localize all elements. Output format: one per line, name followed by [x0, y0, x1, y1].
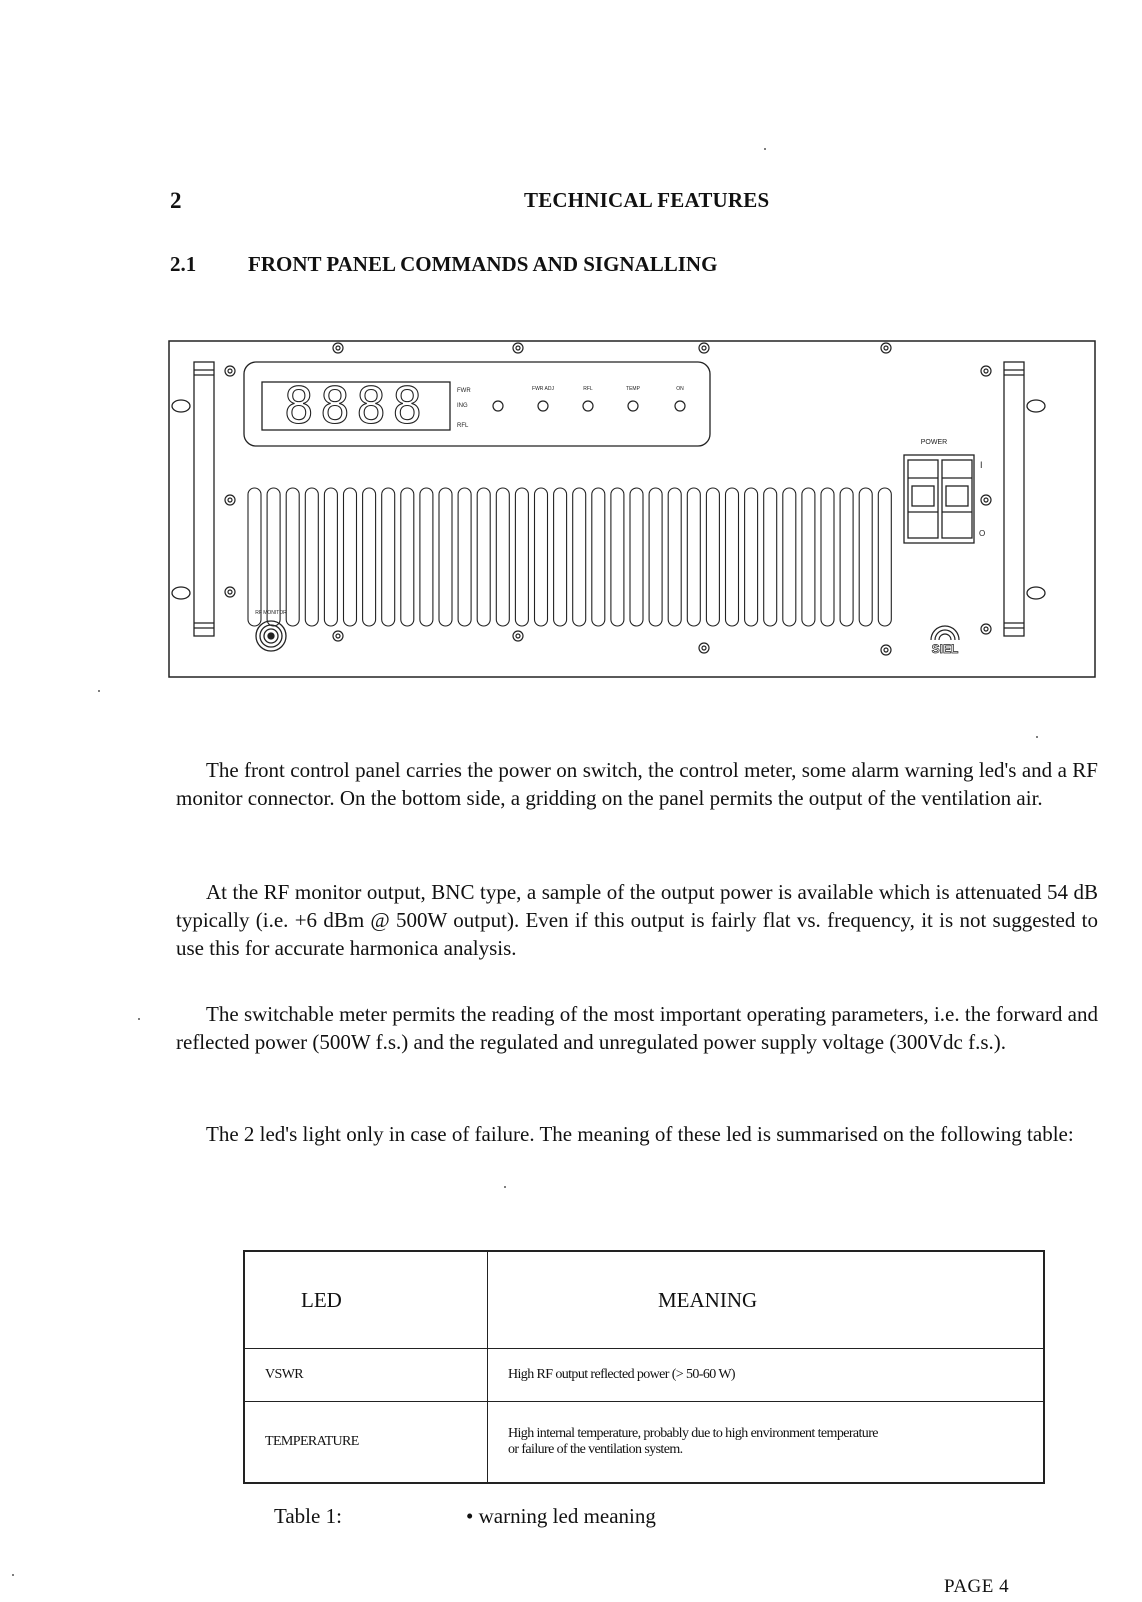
table-header-row [244, 1251, 1044, 1349]
vent-slot [745, 488, 758, 626]
led-rfl [583, 401, 593, 411]
paragraph-front-panel: The front control panel carries the power on switch, the control meter, some alarm warning led's and a RF monitor connector. On the bottom side, a gridding on the panel permits the output of the ventilation air. [176, 758, 1098, 810]
vent-slot [859, 488, 872, 626]
vent-slot [496, 488, 509, 626]
vent-slot [840, 488, 853, 626]
vent-slot [649, 488, 662, 626]
vent-slot [611, 488, 624, 626]
siel-logo-text: SIEL [931, 642, 959, 656]
vent-slot [821, 488, 834, 626]
vent-slot [324, 488, 337, 626]
status-leds [538, 401, 685, 411]
rf-monitor-label: RF MONITOR [255, 610, 287, 616]
vent-slot [267, 488, 280, 626]
chapter-number: 2 [170, 188, 182, 213]
vent-slot [382, 488, 395, 626]
vent-slot [802, 488, 815, 626]
vent-slot [286, 488, 299, 626]
page-number: PAGE 4 [944, 1576, 1010, 1597]
header-meaning: MEANING [488, 1251, 1045, 1349]
led-on [675, 401, 685, 411]
vent-slot [706, 488, 719, 626]
vent-slot [458, 488, 471, 626]
rf-monitor-connector [256, 621, 286, 651]
vent-slot [554, 488, 567, 626]
power-label: POWER [920, 439, 948, 446]
vent-slot [477, 488, 490, 626]
meter-label-ing: ING [457, 403, 468, 409]
vent-slot [344, 488, 357, 626]
meter-label-fwr: FWR [457, 388, 471, 394]
scan-speck [98, 690, 100, 692]
vent-slot [764, 488, 777, 626]
left-handle [172, 362, 214, 636]
chapter-title: TECHNICAL FEATURES [524, 188, 770, 212]
meter-display: 8888 [283, 377, 429, 435]
vent-slot [363, 488, 376, 626]
cell-meaning-temperature: High internal temperature, probably due to high environment temperature or failure of the ventilation system. [488, 1402, 1045, 1484]
vent-slot [573, 488, 586, 626]
table-caption-label: Table 1: [274, 1504, 342, 1528]
right-handle [1004, 362, 1045, 636]
vent-slot [515, 488, 528, 626]
siel-logo [931, 626, 959, 640]
vent-slot [439, 488, 452, 626]
cell-led-vswr: VSWR [244, 1349, 488, 1402]
ventilation-grid [248, 488, 891, 626]
vent-slot [305, 488, 318, 626]
vent-slot [687, 488, 700, 626]
vent-slot [592, 488, 605, 626]
scan-speck [138, 1018, 140, 1020]
vent-slot [248, 488, 261, 626]
scan-speck [12, 1574, 14, 1576]
power-switch [904, 455, 974, 543]
paragraph-rf-monitor: At the RF monitor output, BNC type, a sample of the output power is available which is attenuated 54 dB typically (i.e. +6 dBm @ 500W output). Even if this output is fairly flat vs. frequency, it is not suggested to use this for accurate harmonica analysis. [176, 880, 1098, 960]
switch-on-mark: I [980, 460, 983, 470]
cell-meaning-vswr: High RF output reflected power (> 50-60 W) [488, 1349, 1045, 1402]
section-number: 2.1 [170, 252, 197, 276]
vent-slot [420, 488, 433, 626]
led-label-fwr-adj: FWR ADJ [532, 386, 554, 392]
vent-slot [401, 488, 414, 626]
header-led: LED [244, 1251, 488, 1349]
section-title: FRONT PANEL COMMANDS AND SIGNALLING [248, 252, 718, 276]
vent-slot [535, 488, 548, 626]
scan-speck [1036, 736, 1038, 738]
vent-slot [668, 488, 681, 626]
scan-speck [764, 148, 766, 150]
front-panel-drawing [168, 340, 1098, 680]
led-label-rfl: RFL [583, 386, 593, 392]
led-fwr-adj [538, 401, 548, 411]
led-label-temp: TEMP [626, 386, 640, 392]
vent-slot [878, 488, 891, 626]
vent-slot [726, 488, 739, 626]
table-row [244, 1349, 1044, 1402]
led-meaning-table [243, 1250, 1045, 1484]
table-row [244, 1402, 1044, 1484]
meter-selector-button [493, 401, 503, 411]
paragraph-leds: The 2 led's light only in case of failure. The meaning of these led is summarised on the following table: [206, 1122, 1074, 1146]
cell-led-temperature: TEMPERATURE [244, 1402, 488, 1484]
led-temp [628, 401, 638, 411]
led-label-on: ON [676, 386, 684, 392]
meter-label-rfl: RFL [457, 423, 469, 429]
vent-slot [630, 488, 643, 626]
table-caption-text: • warning led meaning [466, 1504, 656, 1528]
switch-off-mark: O [979, 529, 986, 538]
scan-speck [504, 1186, 506, 1188]
paragraph-meter: The switchable meter permits the reading of the most important operating parameters, i.e. the forward and reflected power (500W f.s.) and the regulated and unregulated power supply voltage (300Vdc f.s.). [176, 1002, 1098, 1054]
vent-slot [783, 488, 796, 626]
